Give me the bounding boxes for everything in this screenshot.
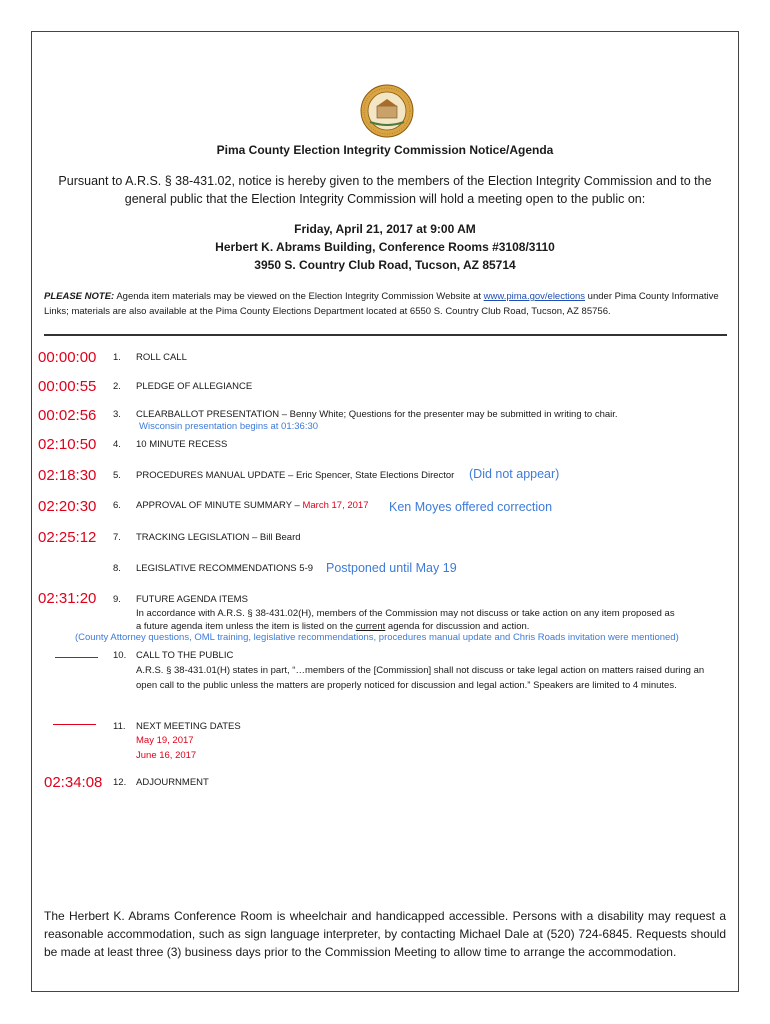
meeting-date: Friday, April 21, 2017 at 9:00 AM xyxy=(294,222,476,236)
item-annotation: Ken Moyes offered correction xyxy=(389,500,553,514)
note-text-before: Agenda item materials may be viewed on the Election Integrity Commission Website at xyxy=(114,291,484,302)
timestamp-item-7: 02:25:12 xyxy=(38,529,97,546)
item-number: 11. xyxy=(113,721,126,732)
item-title-text: APPROVAL OF MINUTE SUMMARY – xyxy=(136,500,303,511)
timestamp-item-2: 00:00:55 xyxy=(38,378,97,395)
item-number: 7. xyxy=(113,532,121,543)
item-title: PROCEDURES MANUAL UPDATE – Eric Spencer, State Elections Director xyxy=(136,470,455,481)
item-title: TRACKING LEGISLATION – Bill Beard xyxy=(136,532,301,543)
elections-website-link[interactable]: www.pima.gov/elections xyxy=(483,291,586,302)
note-label: PLEASE NOTE: xyxy=(44,291,115,302)
item-annotation: (County Attorney questions, OML training, legislative recommendations, procedures manual update and Chris Roads invitation were mentioned) xyxy=(75,632,679,643)
item-annotation: (Did not appear) xyxy=(469,467,560,481)
detail-text-before: a future agenda item unless the item is listed on the xyxy=(136,621,356,632)
timestamp-item-5: 02:18:30 xyxy=(38,467,97,484)
item-title: 10 MINUTE RECESS xyxy=(136,439,228,450)
minutes-date: March 17, 2017 xyxy=(302,500,369,511)
note-text-after: under Pima County Informative Links; materials are also available at the Pima County Elections Department located at 6550 S. Country Club Road, Tucson, AZ 85756. xyxy=(44,291,719,317)
item-number: 4. xyxy=(113,439,121,450)
accessibility-footer: The Herbert K. Abrams Conference Room is wheelchair and handicapped accessible. Persons with a disability may request a reasonable accommodation, such as sign language interpreter, by contacting Michael Dale at (520) 724-6845. Requests should be made at least three (3) business days prior to the Commission Meeting to allow time to arrange the accommodation. xyxy=(44,909,726,959)
blank-timestamp-line xyxy=(53,724,96,725)
timestamp-item-4: 02:10:50 xyxy=(38,436,97,453)
item-detail xyxy=(136,621,529,632)
item-number: 12. xyxy=(113,777,127,788)
item-number: 3. xyxy=(113,409,121,420)
meeting-address: 3950 S. Country Club Road, Tucson, AZ 85714 xyxy=(254,258,516,272)
item-annotation: Postponed until May 19 xyxy=(326,561,457,575)
timestamp-item-9: 02:31:20 xyxy=(38,590,97,607)
please-note xyxy=(44,289,734,319)
timestamp-item-3: 00:02:56 xyxy=(38,407,97,424)
detail-text-after: agenda for discussion and action. xyxy=(385,621,530,632)
county-seal-logo xyxy=(360,84,414,138)
page-title: Pima County Election Integrity Commission Notice/Agenda xyxy=(216,143,554,157)
item-title: ADJOURNMENT xyxy=(136,777,209,788)
item-number: 8. xyxy=(113,563,121,574)
item-title: NEXT MEETING DATES xyxy=(136,721,241,732)
item-title: CLEARBALLOT PRESENTATION – Benny White; Questions for the presenter may be submitted in writing to chair. xyxy=(136,409,618,420)
timestamp-item-1: 00:00:00 xyxy=(38,349,97,366)
item-detail: A.R.S. § 38-431.01(H) states in part, “…members of the [Commission] shall not discuss or take legal action on matters raised during an open call to the public unless the matters are properly noticed for discussion and legal action.” Speakers are limited to 4 minutes. xyxy=(136,665,705,691)
meeting-details xyxy=(0,220,770,274)
item-number: 9. xyxy=(113,594,121,605)
meeting-building: Herbert K. Abrams Building, Conference Rooms #3108/3110 xyxy=(215,240,555,254)
item-annotation: Wisconsin presentation begins at 01:36:30 xyxy=(139,421,319,432)
item-title xyxy=(136,500,368,511)
item-number: 10. xyxy=(113,650,127,661)
item-number: 6. xyxy=(113,500,121,511)
item-title: LEGISLATIVE RECOMMENDATIONS 5-9 xyxy=(136,563,314,574)
blank-timestamp-line xyxy=(55,657,98,658)
item-title: ROLL CALL xyxy=(136,352,187,363)
item-number: 5. xyxy=(113,470,121,481)
item-title: CALL TO THE PUBLIC xyxy=(136,650,234,661)
next-meeting-date: May 19, 2017 xyxy=(136,735,194,746)
timestamp-item-6: 02:20:30 xyxy=(38,498,97,515)
item-number: 1. xyxy=(113,352,121,363)
divider xyxy=(44,334,727,336)
timestamp-item-12: 02:34:08 xyxy=(44,774,103,791)
detail-underline: current xyxy=(355,621,386,632)
item-number: 2. xyxy=(113,381,121,392)
intro-paragraph: Pursuant to A.R.S. § 38-431.02, notice is hereby given to the members of the Election Integrity Commission and to the general public that the Election Integrity Commission will hold a meeting open to the public on: xyxy=(58,174,712,206)
item-title: FUTURE AGENDA ITEMS xyxy=(136,594,248,605)
next-meeting-date: June 16, 2017 xyxy=(136,750,197,761)
item-detail: In accordance with A.R.S. § 38-431.02(H), members of the Commission may not discuss or take action on any item proposed as xyxy=(136,608,675,619)
item-title: PLEDGE OF ALLEGIANCE xyxy=(136,381,253,392)
